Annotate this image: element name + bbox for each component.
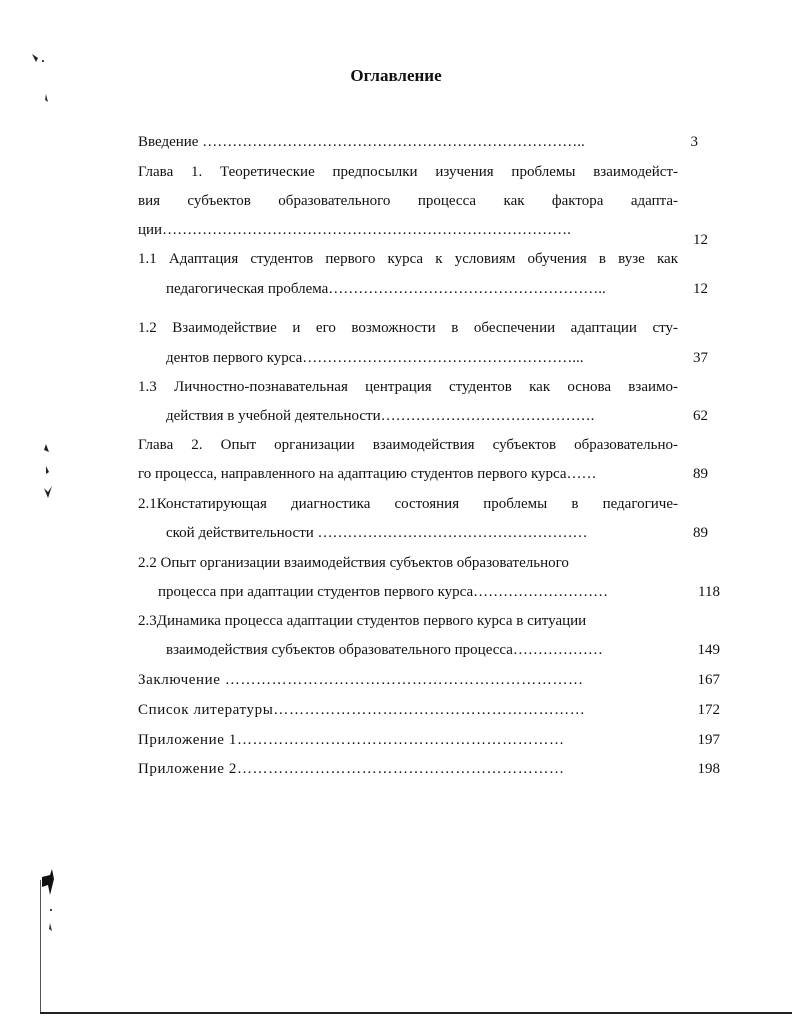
scan-speck-icon	[38, 440, 58, 500]
toc-page-1-2: 37	[693, 350, 708, 366]
toc-page-appendix-2: 198	[697, 761, 720, 777]
toc-page-1-1: 12	[693, 281, 708, 297]
toc-entry-chapter-1-line-3: ции……………………………………………………………………….	[138, 222, 571, 238]
toc-page-conclusion: 167	[697, 672, 720, 688]
toc-page-bibliography: 172	[697, 702, 720, 718]
toc-page-1-3: 62	[693, 408, 708, 424]
toc-page-chapter-2: 89	[693, 466, 708, 482]
toc-entry-conclusion: Заключение ……………………………………………………………	[138, 672, 584, 688]
toc-entry-chapter-1-line-2: вия субъектов образовательного процесса как фактора адапта-	[138, 193, 678, 209]
toc-page-introduction: 3	[690, 134, 698, 150]
toc-entry-bibliography: Список литературы……………………………………………………	[138, 702, 586, 718]
toc-entry-chapter-1-line-1: Глава 1. Теоретические предпосылки изучения проблемы взаимодейст-	[138, 164, 678, 180]
toc-entry-appendix-1: Приложение 1………………………………………………………	[138, 732, 565, 748]
scan-edge-line	[40, 880, 41, 1012]
toc-entry-2-3-line-1: 2.3Динамика процесса адаптации студентов первого курса в ситуации	[138, 613, 587, 629]
toc-entry-1-3-line-1: 1.3 Личностно-познавательная центрация студентов как основа взаимо-	[138, 379, 678, 395]
toc-page-appendix-1: 197	[697, 732, 720, 748]
scan-speck-icon	[28, 50, 50, 110]
toc-entry-chapter-2-line-1: Глава 2. Опыт организации взаимодействия субъектов образовательно-	[138, 437, 678, 453]
toc-entry-1-2-line-1: 1.2 Взаимодействие и его возможности в обеспечении адаптации сту-	[138, 320, 678, 336]
toc-page-2-3: 149	[697, 642, 720, 658]
toc-page-chapter-1: 12	[693, 232, 708, 248]
toc-entry-1-2-line-2: дентов первого курса………………………………………………...	[166, 350, 584, 366]
toc-entry-2-1-line-1: 2.1Констатирующая диагностика состояния проблемы в педагогиче-	[138, 496, 678, 512]
toc-entry-2-2-line-1: 2.2 Опыт организации взаимодействия субъектов образовательного	[138, 555, 569, 571]
page-title: Оглавление	[350, 66, 442, 85]
toc-entry-appendix-2: Приложение 2………………………………………………………	[138, 761, 565, 777]
toc-entry-introduction: Введение …………………………………………………………………..	[138, 134, 585, 150]
toc-entry-2-2-line-2: процесса при адаптации студентов первого курса………………………	[158, 584, 609, 600]
toc-entry-2-3-line-2: взаимодействия субъектов образовательного процесса………………	[166, 642, 603, 658]
toc-entry-chapter-2-line-2: го процесса, направленного на адаптацию студентов первого курса……	[138, 466, 597, 482]
toc-page-2-1: 89	[693, 525, 708, 541]
toc-entry-1-1-line-2: педагогическая проблема………………………………………………..	[166, 281, 606, 297]
scan-bottom-edge	[40, 1012, 792, 1014]
toc-entry-1-1-line-1: 1.1 Адаптация студентов первого курса к условиям обучения в вузе как	[138, 251, 678, 267]
toc-entry-2-1-line-2: ской действительности ………………………………………………	[166, 525, 588, 541]
toc-page-2-2: 118	[698, 584, 720, 600]
toc-entry-1-3-line-2: действия в учебной деятельности…………………………………….	[166, 408, 595, 424]
